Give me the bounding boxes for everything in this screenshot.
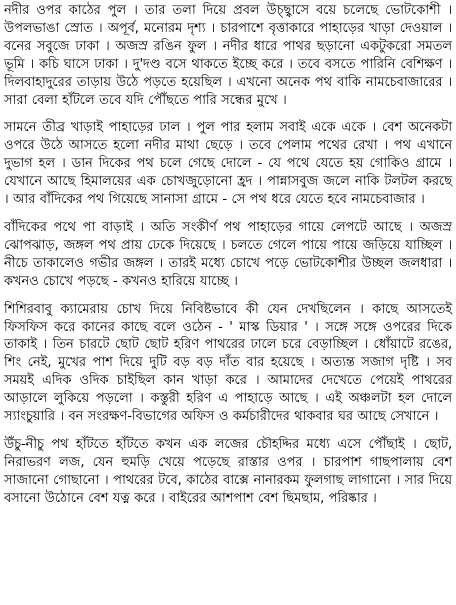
paragraph-musk-deer: শিশিরবাবু ক্যামেরায় চোখ দিয়ে নিবিষ্টভাবে কী যেন দেখছিলেন । কাছে আসতেই ফিসফিস করে কানের কাছে বলে ওঠেন - ' মাস্ক ডিয়ার ' । সঙ্গে সঙ্গে ওপরের দিকে তাকাই । তিন চারটে ছোট ছোট হরিণ পাথরের ঢালে চরে বেড়াচ্ছিল । ধোঁয়াটে রঙের, শিং নেই, মুখের পাশ দিয়ে দুটি বড় বড় দাঁত বার হয়েছে । অত্যন্ত সজাগ দৃষ্টি । সব সময়ই এদিক ওদিক চাইছিল কান খাড়া করে । আমাদের দেখেতে পেয়েই পাথরের আড়ালে লুকিয়ে পড়লো । কস্তুরী হরিণ এ পাহাড়ে আছে । এই অঞ্চলটা হল দোলে স্যাংচুয়ারি । বন সংরক্ষণ-বিভাগের অফিস ও কর্মচারীদের থাকবার ঘর আছে সেখানে । (4, 301, 452, 425)
paragraph-lodge: উঁচু-নীচু পথ হাঁটতে হাঁটতে কখন এক লজের চৌহদ্দির মধ্যে এসে পৌঁছাই । ছোট, নিরাভরণ লজ, যেন হুমড়ি খেয়ে পড়েছে রাস্তার ওপর । চারপাশ গাছপালায় বেশ সাজানো গোছানো । পাথরের টবে, কাঠের বাক্সে নানারকম ফুলগাছ লাগানো । সার দিয়ে বসানো উঠোনে বেশ যত্ন করে । বাইরের আশপাশ বেশ ছিমছাম, পরিষ্কার । (4, 436, 452, 506)
document-page (4, 2, 452, 518)
paragraph-steep-climb: সামনে তীব্র খাড়াই পাহাড়ের ঢাল । পুল পার হলাম সবাই একে একে । বেশ অনেকটা ওপরে উঠে আসতে হলো নদীর মাথা ছেড়ে । তবে পেলাম পথের রেখা । পথ এখানে দুভাগ হল । ডান দিকের পথ চলে গেছে দোলে - যে পথে যেতে হয় গোকিও গ্রামে । যেখানে আছে হিমালয়ের এক চোখজুড়োনো হ্রদ । পান্নাসবুজ জলে নাকি টলটল করছে । আর বাঁদিকের পথ গিয়েছে সানাসা গ্রামে - সে পথ ধরে যেতে হবে নামচেবাজার । (4, 120, 452, 208)
paragraph-left-path: বাঁদিকের পথে পা বাড়াই । অতি সংকীর্ণ পথ পাহাড়ের গায়ে লেপটে আছে । অজস্র ঝোপঝাড়, জঙ্গল পথ প্রায় ঢেকে দিয়েছে । চলতে গেলে পায়ে পায়ে জড়িয়ে যাচ্ছিল । নীচে তাকালেও গভীর জঙ্গল । তারই মধ্যে চোখে পড়ে ভোটকোশীর উচ্ছল জলধারা । কখনও চোখে পড়ছে - কখনও হারিয়ে যাচ্ছে । (4, 219, 452, 289)
paragraph-river-bridge: নদীর ওপর কাঠের পুল । তার তলা দিয়ে প্রবল উচ্ছ্বাসে বয়ে চলেছে ভোটকোশী । উপলভাঙা স্রোত । অপূর্ব, মনোরম দৃশ্য । চারপাশে বৃত্তাকারে পাহাড়ের খাড়া দেওয়াল । বনের সবুজে ঢাকা । অজস্র রঙিন ফুল । নদীর ধারে পাথর ছড়ানো একটুকরো সমতল ভূমি । কচি ঘাসে ঢাকা । দু'দণ্ড বসে থাকতে ইচ্ছে করে । তবে বসতে পারিনি বেশিক্ষণ । দিলবাহাদুরের তাড়ায় উঠে পড়তে হয়েছিল । এখনো অনেক পথ বাকি নামচেবাজারের । সারা বেলা হাঁটলে তবে যদি পৌঁছতে পারি সন্ধের মুখে । (4, 3, 452, 108)
